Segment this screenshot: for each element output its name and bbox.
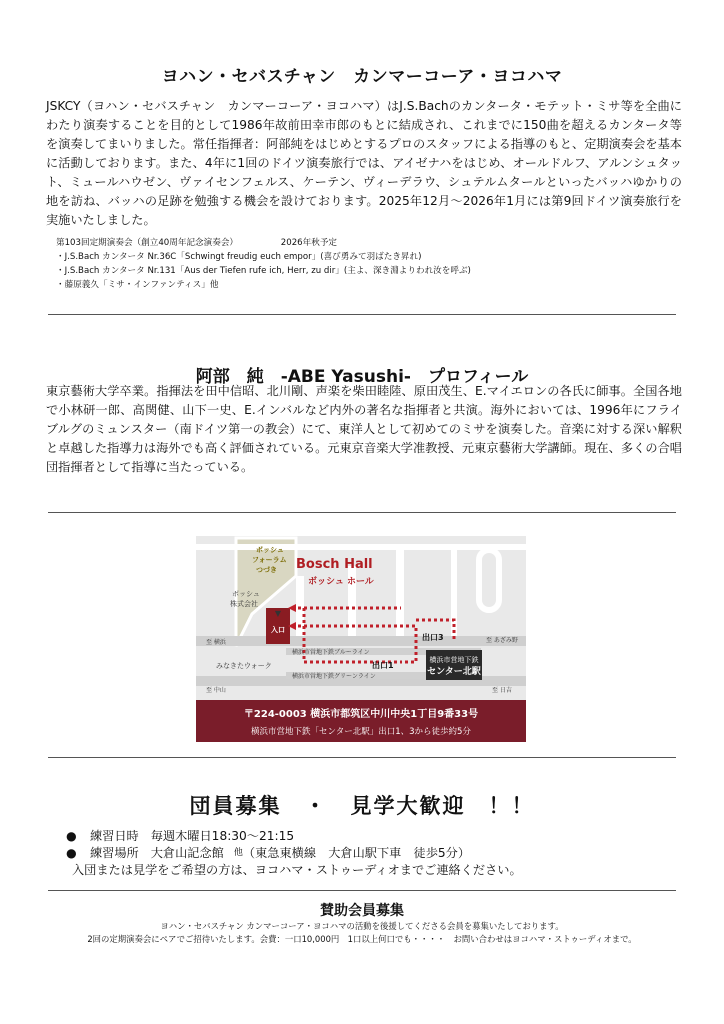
blue-line-label: 横浜市営地下鉄ブルーライン — [292, 649, 370, 656]
exit3-label: 出口3 — [422, 633, 444, 642]
forum-label: フォーラム — [252, 556, 287, 564]
road — [196, 636, 526, 646]
list-item — [66, 828, 522, 845]
concert-item: ・藤原義久「ミサ・インファンティス」他 — [56, 280, 219, 290]
conductor-profile-body: 東京藝術大学卒業。指揮法を田中信昭、北川剛、声楽を柴田睦陸、原田茂生、E.マイエロンの各氏に師事。全国各地で小林研一郎、高関健、山下一史、E.インバルなど内外の著名な指揮者と共演。海外においては、1996年にフライブルグのミュンスター（南ドイツ第一の教会）にて、東洋人として初めてのミサを演奏した。音楽に対する深い解釈と卓越した指導力は海外でも高く評価されている。元東京音楽大学准教授、元東京藝術大学講師。現在、多くの合唱団指揮者として指導に当たっている。 — [46, 384, 682, 474]
practice-place-note: 他 — [233, 848, 243, 858]
to-nakayama-label: 至 中山 — [206, 687, 226, 694]
choir-title: ヨハン・セバスチャン カンマーコーア・ヨコハマ — [161, 67, 563, 87]
to-azamino-label: 至 あざみ野 — [486, 637, 518, 644]
station-name-line2: センター北駅 — [427, 667, 481, 677]
to-yokohama-label: 至 横浜 — [206, 639, 226, 646]
practice-time-label: 練習日時 — [90, 829, 139, 843]
forum-label: ボッシュ — [256, 546, 284, 554]
to-hiyoshi-label: 至 日吉 — [492, 687, 512, 694]
concert-name: 第103回定期演奏会（創立40周年記念演奏会） — [56, 238, 239, 248]
divider — [48, 512, 676, 513]
bullet-icon: ● — [66, 829, 77, 843]
conductor-profile-title: 阿部 純 -ABE Yasushi- プロフィール — [195, 367, 529, 387]
road — [451, 550, 457, 636]
company-label: ボッシュ — [232, 590, 260, 598]
divider — [48, 890, 676, 891]
concert-item: ・J.S.Bach カンタータ Nr.36C「Schwingt freudig euch empor」(喜び勇みて羽ばたき昇れ) — [56, 252, 422, 262]
road — [396, 550, 404, 636]
address: 〒224-0003 横浜市都筑区中川中央1丁目9番33号 — [243, 709, 479, 720]
access-info: 横浜市営地下鉄「センター北駅」出口1、3から徒歩約5分 — [251, 727, 471, 737]
station-name-line1: 横浜市営地下鉄 — [429, 656, 479, 664]
walk-label: みなきたウォーク — [216, 662, 272, 670]
practice-place-label: 練習場所 — [90, 846, 139, 860]
forum-label: つづき — [256, 566, 277, 574]
recruit-details — [66, 828, 522, 879]
list-item — [66, 845, 522, 862]
contact-note: 入団または見学をご希望の方は、ヨコハマ・ストゥーディオまでご連絡ください。 — [72, 863, 522, 877]
recruit-title: 団員募集 ・ 見学大歓迎 ！！ — [189, 794, 535, 818]
divider — [48, 314, 676, 315]
supporters-text: ヨハン・セバスチャン カンマーコーア・ヨコハマの活動を後援してくださる会員を募集いたしております。 — [160, 921, 564, 931]
practice-time-value: 毎週木曜日18:30～21:15 — [150, 829, 295, 843]
divider — [48, 757, 676, 758]
entrance-marker-icon: ▼ — [274, 609, 282, 618]
choir-description: JSKCY（ヨハン・セバスチャン カンマーコーア・ヨコハマ）はJ.S.Bachのカンタータ・モテット・ミサ等を全曲にわたり演奏することを目的として1986年故前田幸市郎のもとに結成され、これまでに150曲を超えるカンタータ等を演奏してまいりました。常任指揮者：阿部純をはじめとするプロのスタッフによる指導のもと、定期演奏会を基本に活動しております。また、4年に1回のドイツ演奏旅行では、アイゼナハをはじめ、オールドルフ、アルンシュタット、ミュールハウゼン、ヴァイセンフェルス、ケーテン、ヴィーデラウ、シュテルムタールといったバッハゆかりの地を訪ね、バッハの足跡を勉強する機会を設けております。2025年12月～2026年1月には第9回ドイツ演奏旅行を実施いたしました。 — [46, 99, 682, 227]
road — [196, 544, 526, 550]
concert-item: ・J.S.Bach カンタータ Nr.131「Aus der Tiefen rufe ich, Herr, zu dir」(主よ、深き淵よりわれ汝を呼ぶ) — [56, 266, 471, 276]
supporters-text: 2回の定期演奏会にペアでご招待いたします。会費：一口10,000円 1口以上何口でも・・・・ お問い合わせはヨコハマ・ストゥーディオまで。 — [87, 934, 637, 944]
company-label: 株式会社 — [230, 600, 258, 608]
green-line-label: 横浜市営地下鉄グリーンライン — [292, 673, 376, 680]
hall-name-en: Bosch Hall — [296, 557, 373, 572]
hall-name-jp: ボッシュ ホール — [308, 577, 374, 587]
concert-date: 2026年秋予定 — [280, 238, 338, 248]
practice-place-value: 大倉山記念館 — [150, 846, 224, 860]
supporters-title: 賛助会員募集 — [320, 903, 404, 919]
bullet-icon: ● — [66, 846, 77, 860]
exit1-label: 出口1 — [372, 661, 394, 670]
practice-place-access: （東急東横線 大倉山駅下車 徒歩5分） — [242, 846, 471, 860]
concert-info — [56, 236, 471, 292]
access-map — [196, 536, 526, 742]
entrance-label: 入口 — [271, 626, 285, 634]
